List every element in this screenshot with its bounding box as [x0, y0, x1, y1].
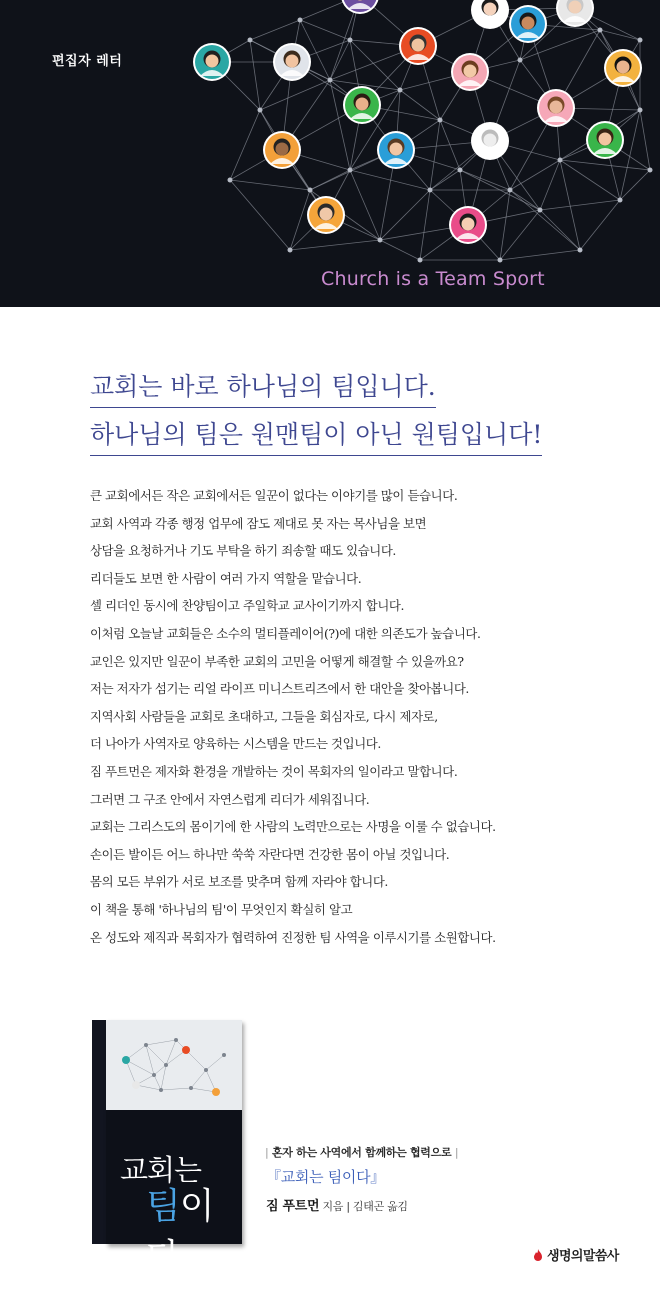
- book-front-cover: [106, 1020, 242, 1278]
- cover-title-line-1: 교회는: [120, 1153, 202, 1187]
- body-line: 셀 리더인 동시에 찬양팀이고 주일학교 교사이기까지 합니다.: [90, 598, 405, 614]
- body-line: 손이든 발이든 어느 하나만 쑥쑥 자란다면 건강한 몸이 아닐 것입니다.: [90, 846, 450, 862]
- body-paragraph: [90, 482, 560, 951]
- person-avatar-icon: [193, 43, 231, 81]
- person-avatar-icon: [263, 131, 301, 169]
- network-dot: [438, 118, 443, 123]
- person-avatar-icon: [343, 86, 381, 124]
- body-line: 몸의 모든 부위가 서로 보조를 맞추며 함께 자라야 합니다.: [90, 874, 388, 890]
- body-line: 짐 푸트먼은 제자화 환경을 개발하는 것이 목회자의 일이라고 말합니다.: [90, 763, 458, 779]
- book-tagline-text: 혼자 하는 사역에서 함께하는 협력으로: [271, 1146, 452, 1159]
- person-avatar-icon: [509, 5, 547, 43]
- network-dot: [578, 248, 583, 253]
- body-line: 이 책을 통해 '하나님의 팀'이 무엇인지 확실히 알고: [90, 901, 353, 917]
- cover-title-line-2: [146, 1178, 242, 1280]
- person-avatar-icon: [471, 122, 509, 160]
- network-dot: [308, 188, 313, 193]
- body-line: 교인은 있지만 일꾼이 부족한 교회의 고민을 어떻게 해결할 수 있을까요?: [90, 653, 464, 669]
- network-dot: [648, 168, 653, 173]
- person-avatar-icon: [307, 196, 345, 234]
- headline-line-1: 교회는 바로 하나님의 팀입니다.: [90, 370, 436, 408]
- network-dot: [378, 238, 383, 243]
- cover-title-rest: 이다: [146, 1186, 214, 1278]
- network-dot: [638, 108, 643, 113]
- network-dot: [618, 198, 623, 203]
- cover-network-area: [106, 1020, 242, 1110]
- person-avatar-icon: [273, 43, 311, 81]
- network-dot: [638, 38, 643, 43]
- publisher-flame-icon: [532, 1249, 544, 1261]
- person-avatar-icon: [451, 53, 489, 91]
- network-dot: [558, 158, 563, 163]
- publisher-logo: [532, 1245, 619, 1264]
- network-dot: [428, 188, 433, 193]
- network-dot: [398, 88, 403, 93]
- book-author: [266, 1195, 408, 1214]
- body-line: 상담을 요청하거나 기도 부탁을 하기 죄송할 때도 있습니다.: [90, 543, 396, 559]
- person-avatar-icon: [377, 131, 415, 169]
- section-label: 편집자 레터: [52, 54, 123, 69]
- network-dot: [498, 258, 503, 263]
- body-line: 큰 교회에서든 작은 교회에서든 일꾼이 없다는 이야기를 많이 듣습니다.: [90, 488, 458, 503]
- network-dot: [458, 168, 463, 173]
- person-avatar-icon: [341, 0, 379, 14]
- body-line: 지역사회 사람들을 교회로 초대하고, 그들을 회심자로, 다시 제자로,: [90, 708, 438, 724]
- network-dot: [328, 78, 333, 83]
- network-dot: [418, 258, 423, 263]
- author-credits: 지음 | 김태곤 옮김: [322, 1200, 408, 1213]
- network-dot: [348, 38, 353, 43]
- person-avatar-icon: [556, 0, 594, 27]
- network-dot: [248, 38, 253, 43]
- person-avatar-icon: [604, 49, 642, 87]
- author-name: 짐 푸트먼: [266, 1199, 320, 1214]
- body-line: 리더들도 보면 한 사람이 여러 가지 역할을 맡습니다.: [90, 570, 362, 586]
- book-cover-image: [92, 1020, 242, 1278]
- body-line: 이처럼 오늘날 교회들은 소수의 멀티플레이어(?)에 대한 의존도가 높습니다.: [90, 625, 481, 641]
- network-dot: [538, 208, 543, 213]
- network-dot: [598, 28, 603, 33]
- body-line: 온 성도와 제직과 목회자가 협력하여 진정한 팀 사역을 이루시기를 소원합니다.: [90, 929, 496, 945]
- person-avatar-icon: [586, 121, 624, 159]
- person-avatar-icon: [399, 27, 437, 65]
- cover-title-accent: 팀: [146, 1186, 180, 1227]
- network-dot: [298, 18, 303, 23]
- book-title: 『교회는 팀이다』: [266, 1168, 386, 1186]
- network-dot: [288, 248, 293, 253]
- publisher-name: 생명의말씀사: [547, 1249, 619, 1264]
- header-tagline: Church is a Team Sport: [321, 268, 545, 290]
- body-line: 그러면 그 구조 안에서 자연스럽게 리더가 세워집니다.: [90, 791, 370, 807]
- network-dot: [228, 178, 233, 183]
- network-dot: [508, 188, 513, 193]
- body-line: 교회는 그리스도의 몸이기에 한 사람의 노력만으로는 사명을 이룰 수 없습니다.: [90, 819, 496, 835]
- cover-network-icon: [106, 1020, 242, 1110]
- network-illustration: [0, 0, 660, 307]
- body-line: 저는 저자가 섬기는 리얼 라이프 미니스트리즈에서 한 대안을 찾아봅니다.: [90, 681, 469, 697]
- book-tagline: | 혼자 하는 사역에서 함께하는 협력으로 |: [265, 1146, 459, 1159]
- network-dot: [258, 108, 263, 113]
- body-line: 더 나아가 사역자로 양육하는 시스템을 만드는 것입니다.: [90, 736, 381, 752]
- person-avatar-icon: [537, 89, 575, 127]
- network-dot: [348, 168, 353, 173]
- person-avatar-icon: [449, 206, 487, 244]
- header-banner: [0, 0, 660, 307]
- body-line: 교회 사역과 각종 행정 업무에 잠도 제대로 못 자는 목사님을 보면: [90, 515, 427, 531]
- person-avatar-icon: [471, 0, 509, 29]
- network-dot: [518, 58, 523, 63]
- headline-line-2: 하나님의 팀은 원맨팀이 아닌 원팀입니다!: [90, 418, 542, 456]
